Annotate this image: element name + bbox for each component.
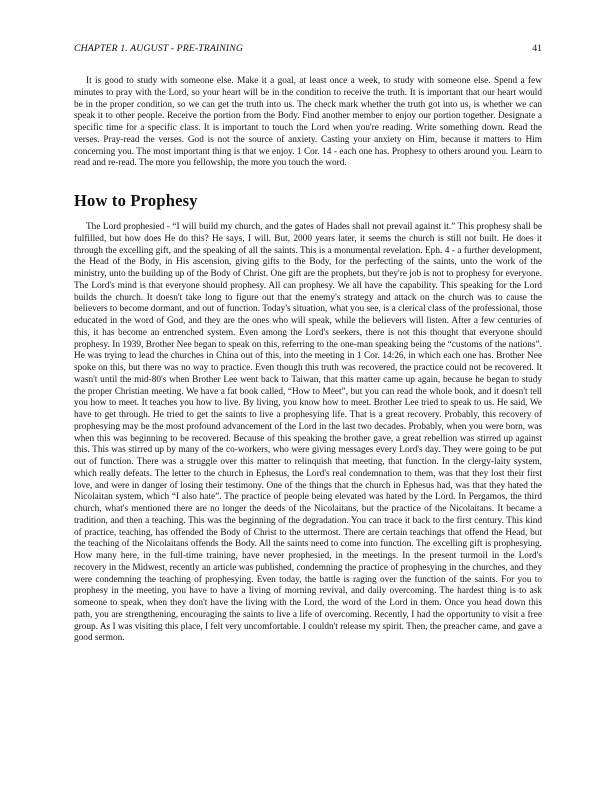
section-heading: How to Prophesy (74, 191, 198, 210)
running-header (74, 43, 542, 55)
page-body (74, 76, 542, 645)
intro-paragraph: It is good to study with someone else. Make it a goal, at least once a week, to study with someone else. Spend a few minutes to pray with the Lord, so your heart will be in the condition to receive the truth. It is important that our heart would be in the proper condition, so we can get the truth into us. The check mark whether the truth got into us, is whether we can speak it to other people. Receive the portion from the Body. Find another member to enjoy our portion together. Designate a specific time for a specific class. It is important to touch the Lord when you're reading. Write something down. Read the verses. Pray-read the verses. God is not the source of anxiety. Casting your anxiety on Him, because it matters to Him concerning you. The most important thing is that we enjoy. 1 Cor. 14 - each one has. Prophesy to others around you. Learn to read and re-read. The more you fellowship, the more you touch the word. (74, 76, 542, 169)
section-paragraph: The Lord prophesied - “I will build my church, and the gates of Hades shall not prevail against it.” This prophesy shall be fulfilled, but how does He do this? He says, I will. But, 2000 years later, it seems the church is still not built. He does it through the excelling gift, and the speaking of all the saints. This is a monumental revelation. Eph. 4 - a further development, the Head of the Body, in His ascension, giving gifts to the Body, for the perfecting of the saints, unto the work of the ministry, unto the building up of the Body of Christ. One gift are the prophets, but they're job is not to prophesy for everyone. The Lord's mind is that everyone should prophesy. All can prophesy. We all have the capability. This speaking for the Lord builds the church. It doesn't take long to figure out that the enemy's strategy and attack on the church was to cause the believers to become dormant, and out of function. Today's situation, what you see, is a clerical class of the professional, those educated in the word of God, and they are the ones who will speak, while the believers will listen. After a few centuries of this, it has become an entrenched system. Even among the Lord's seekers, there is not this thought that everyone should prophesy. In 1939, Brother Nee began to speak on this, referring to the one-man speaking being the “customs of the nations”. He was trying to lead the churches in China out of this, into the meeting in 1 Cor. 14:26, in which each one has. Brother Nee spoke on this, but there was no way to practice. Even though this truth was recovered, the practice could not be recovered. It wasn't until the mid-80's when Brother Lee went back to Taiwan, that this matter came up again, because he began to study the proper Christian meeting. We have a fat book called, “How to Meet”, but you can read the whole book, and it doesn't tell you how to meet. It teaches you how to live. By living, you know how to meet. Brother Lee tried to speak to us. He said, We have to get through. He tried to get the saints to live a prophesying life. That is a great recovery. Probably, this recovery of prophesying may be the most profound advancement of the Lord in the last two decades. Probably, when you were born, was when this was beginning to be recovered. Because of this speaking the brother gave, a great rebellion was stirred up against this. This was stirred up by many of the co-workers, who were giving messages every Lord's day. They were going to be put out of function. There was a struggle over this matter to relinquish that meeting, that function. In the clergy-laity system, which really defeats. The letter to the church in Ephesus, the Lord's real condemnation to them, was that they lost their first love, and were in danger of losing their testimony. One of the things that the church in Ephesus had, was that they hated the Nicolaitan system, which “I also hate”. The practice of people being elevated was hated by the Lord. In Pergamos, the third church, what's mentioned there are no longer the deeds of the Nicolaitans, but the practice of the Nicolaitans. It became a tradition, and then a teaching. This was the beginning of the degradation. You can trace it back to the first century. This kind of practice, teaching, has offended the Body of Christ to the uttermost. There are certain teachings that offend the Head, but the teaching of the Nicolaitans offends the Body. All the saints need to come into function. The excelling gift is prophesying. How many here, in the full-time training, have never prophesied, in the meetings. In the present turmoil in the Lord's recovery in the Midwest, recently an article was published, condemning the practice of prophesying in the churches, and they were condemning the teaching of prophesying. Even today, the battle is raging over the function of the saints. For you to prophesy in the meeting, you have to have a living of morning revival, and daily overcoming. The hardest thing is to ask someone to speak, when they don't have the living with the Lord, the word of the Lord in them. Once you head down this path, you are strengthening, encouraging the saints to live a life of overcoming. Recently, I had the opportunity to visit a free group. As I was visiting this place, I felt very uncomfortable. I couldn't release my spirit. Then, the preacher came, and gave a good sermon. (74, 222, 542, 644)
page-number: 41 (532, 43, 542, 54)
chapter-title: CHAPTER 1. AUGUST - PRE-TRAINING (74, 43, 244, 54)
